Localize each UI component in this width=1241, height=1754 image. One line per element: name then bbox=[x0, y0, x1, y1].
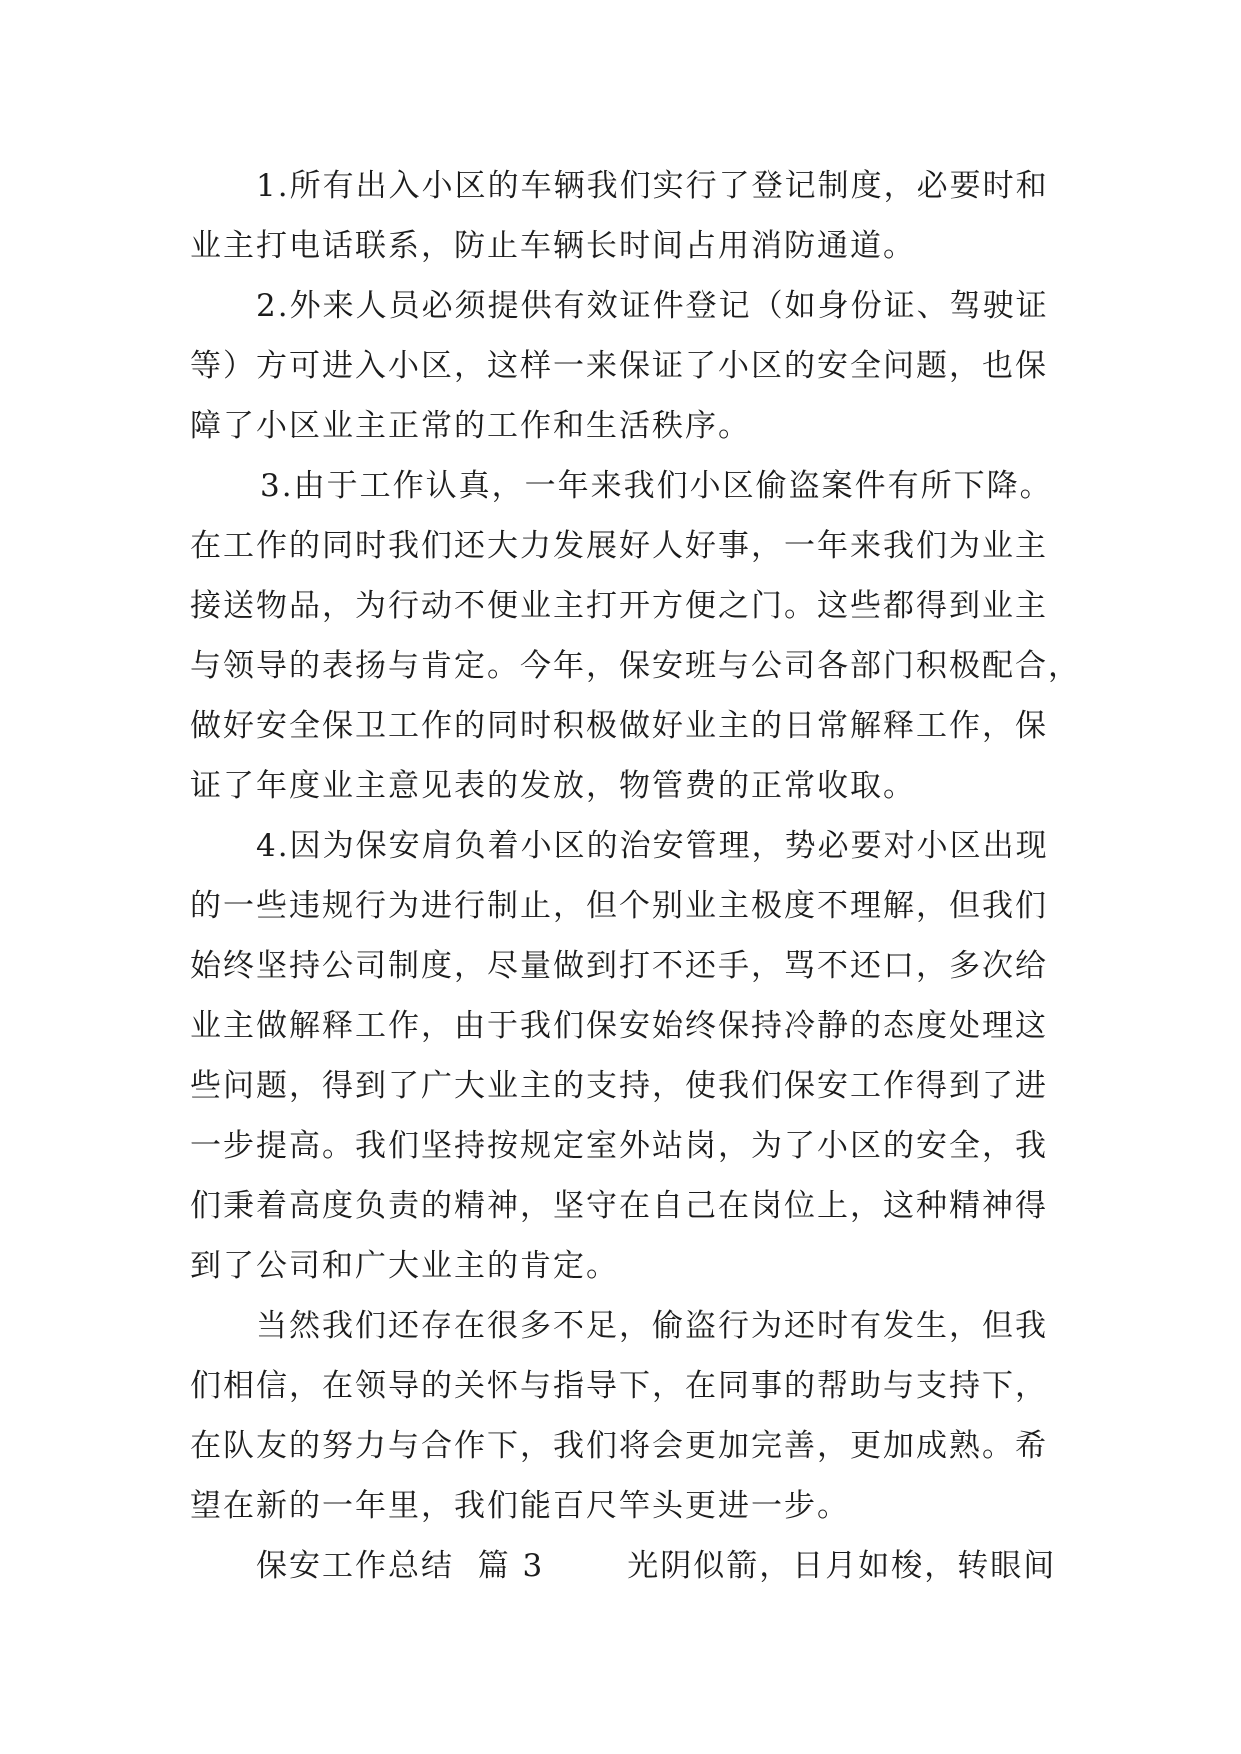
document-body bbox=[190, 156, 1080, 1596]
text-line: 做好安全保卫工作的同时积极做好业主的日常解释工作，保 bbox=[190, 708, 1048, 744]
text-line: 在队友的努力与合作下，我们将会更加完善，更加成熟。希 bbox=[190, 1428, 1048, 1464]
text-line: 始终坚持公司制度，尽量做到打不还手，骂不还口，多次给 bbox=[190, 948, 1048, 984]
text-line: 证了年度业主意见表的发放，物管费的正常收取。 bbox=[190, 768, 916, 804]
text-line: 些问题，得到了广大业主的支持，使我们保安工作得到了进 bbox=[190, 1068, 1048, 1104]
section-heading-line: 保安工作总结 篇 3 光阴似箭，日月如梭，转眼间 bbox=[256, 1548, 1057, 1584]
text-line: 业主打电话联系，防止车辆长时间占用消防通道。 bbox=[190, 228, 916, 264]
text-line: 业主做解释工作，由于我们保安始终保持冷静的态度处理这 bbox=[190, 1008, 1048, 1044]
text-line: 1.所有出入小区的车辆我们实行了登记制度，必要时和 bbox=[256, 168, 1049, 204]
text-line: 与领导的表扬与肯定。今年，保安班与公司各部门积极配合， bbox=[190, 648, 1081, 684]
text-line: 当然我们还存在很多不足，偷盗行为还时有发生，但我 bbox=[256, 1308, 1048, 1344]
text-line: 一步提高。我们坚持按规定室外站岗，为了小区的安全，我 bbox=[190, 1128, 1048, 1164]
text-line: 们相信，在领导的关怀与指导下，在同事的帮助与支持下， bbox=[190, 1368, 1048, 1404]
text-line: 的一些违规行为进行制止，但个别业主极度不理解，但我们 bbox=[190, 888, 1048, 924]
text-line: 等）方可进入小区，这样一来保证了小区的安全问题，也保 bbox=[190, 348, 1048, 384]
text-line: 望在新的一年里，我们能百尺竿头更进一步。 bbox=[190, 1488, 850, 1524]
text-line: 3.由于工作认真，一年来我们小区偷盗案件有所下降。 bbox=[260, 468, 1053, 504]
text-line: 接送物品，为行动不便业主打开方便之门。这些都得到业主 bbox=[190, 588, 1048, 624]
text-line: 在工作的同时我们还大力发展好人好事，一年来我们为业主 bbox=[190, 528, 1048, 564]
text-line: 4.因为保安肩负着小区的治安管理，势必要对小区出现 bbox=[256, 828, 1049, 864]
text-line: 障了小区业主正常的工作和生活秩序。 bbox=[190, 408, 751, 444]
text-line: 到了公司和广大业主的肯定。 bbox=[190, 1248, 619, 1284]
text-line: 们秉着高度负责的精神，坚守在自己在岗位上，这种精神得 bbox=[190, 1188, 1048, 1224]
text-line: 2.外来人员必须提供有效证件登记（如身份证、驾驶证 bbox=[256, 288, 1049, 324]
